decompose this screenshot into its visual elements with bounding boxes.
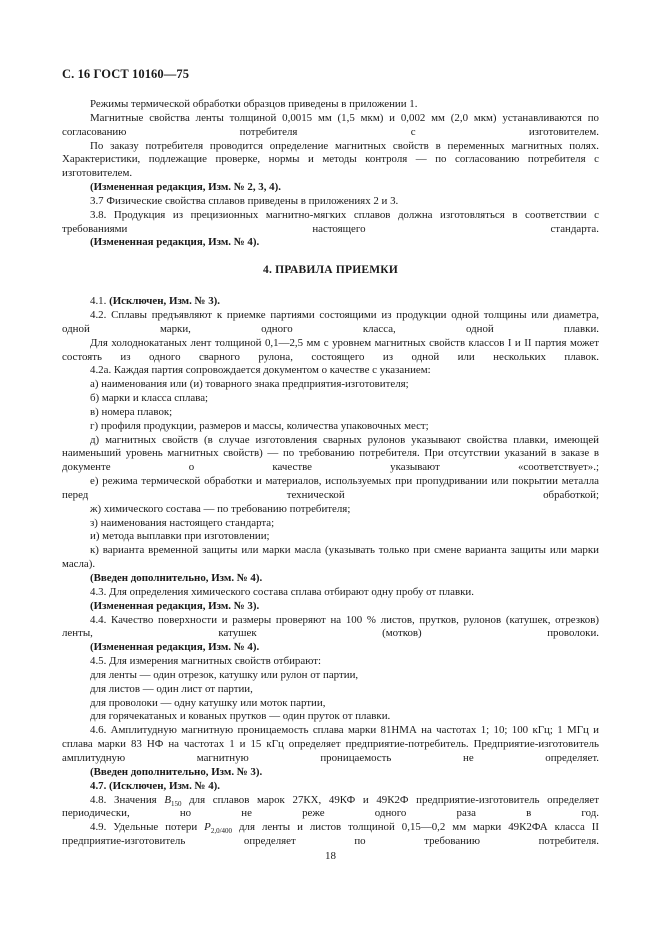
- paragraph: а) наименования или (и) товарного знака предприятия-изготовителя;: [90, 378, 409, 391]
- paragraph: 4.7. (Исключен, Изм. № 4).: [90, 779, 220, 792]
- paragraph: (Измененная редакция, Изм. № 2, 3, 4).: [90, 181, 281, 194]
- top-paragraphs: [62, 98, 599, 250]
- page-header: С. 16 ГОСТ 10160—75: [62, 67, 190, 81]
- paragraph: для ленты — один отрезок, катушку или рулон от партии,: [90, 668, 359, 681]
- section-heading: 4. ПРАВИЛА ПРИЕМКИ: [263, 264, 398, 277]
- paragraph-4-9: [62, 821, 599, 849]
- symbol-p: P: [204, 821, 211, 834]
- paragraph: (Измененная редакция, Изм. № 4).: [90, 641, 260, 654]
- symbol-b: B: [164, 793, 171, 806]
- paragraph: 4.5. Для измерения магнитных свойств отбирают:: [90, 655, 321, 668]
- mid-paragraphs: [62, 309, 599, 794]
- paragraph: и) метода выплавки при изготовлении;: [90, 530, 270, 543]
- paragraph: (Измененная редакция, Изм. № 3).: [90, 599, 260, 612]
- text-run: 4.8. Значения: [90, 793, 165, 806]
- paragraph: для проволоки — одну катушку или моток партии,: [90, 696, 326, 709]
- paragraph: в) номера плавок;: [90, 405, 173, 418]
- paragraph: для листов — один лист от партии,: [90, 682, 253, 695]
- paragraph: д) магнитных свойств (в случае изготовления сварных рулонов указывают свойства плавки, имеющей наименьший уровень магнитных свойств) — по требованию потребителя. При отсутствии указаний в заказе в документе о качестве указывают «соответствует».;: [62, 433, 599, 474]
- paragraph-number: 4.1.: [90, 295, 110, 308]
- subscript: 150: [170, 799, 182, 808]
- paragraph: 4.6. Амплитудную магнитную проницаемость сплава марки 81НМА на частотах 1; 10; 100 кГц; 1 МГц и сплава марки 83 НФ на частотах 1 и 15 кГц определяет предприятие-потребитель. Предприятие-изготовитель амплитудную магнитную проницаемость не определяет.: [62, 724, 599, 764]
- paragraph: (Измененная редакция, Изм. № 4).: [90, 236, 260, 249]
- text-run: для сплавов марок 27КХ, 49КФ и 49К2Ф предприятие-изготовитель определяет периодически, но не реже одного раза в год.: [62, 793, 599, 820]
- paragraph: (Введен дополнительно, Изм. № 3).: [90, 765, 263, 778]
- paragraph: б) марки и класса сплава;: [90, 392, 209, 405]
- paragraph-4-8: [62, 794, 599, 822]
- page-number: 18: [325, 850, 336, 862]
- paragraph: 4.3. Для определения химического состава сплава отбирают одну пробу от плавки.: [90, 585, 474, 598]
- subscript: 2,0/400: [210, 827, 233, 836]
- paragraph: 4.2. Сплавы предъявляют к приемке партиями состоящими из продукции одной толщины или диаметра, одной марки, одного класса, одной плавки.: [62, 308, 599, 335]
- paragraph: з) наименования настоящего стандарта;: [90, 516, 275, 529]
- text-run: для ленты и листов толщиной 0,15—0,2 мм марки 49К2ФА класса II предприятие-изготовитель определяет по требованию потребителя.: [62, 821, 599, 848]
- paragraph: г) профиля продукции, размеров и массы, количества упаковочных мест;: [90, 419, 429, 432]
- paragraph: 3.8. Продукция из прецизионных магнитно-мягких сплавов должна изготовляться в соответствии с требованиями настоящего стандарта.: [62, 208, 599, 235]
- paragraph: е) режима термической обработки и материалов, используемых при пропудривании или покрытии металла перед технической обработкой;: [62, 475, 599, 501]
- paragraph: для горячекатаных и кованых прутков — один пруток от плавки.: [90, 710, 391, 723]
- text-run: 4.9. Удельные потери: [90, 821, 205, 834]
- paragraph: 4.2а. Каждая партия сопровождается документом о качестве с указанием:: [90, 364, 431, 377]
- paragraph: Магнитные свойства ленты толщиной 0,0015 мм (1,5 мкм) и 0,002 мм (2,0 мкм) устанавливаются по согласованию потребителя с изготовителем.: [62, 111, 599, 138]
- paragraph: Режимы термической обработки образцов приведены в приложении 1.: [90, 98, 418, 110]
- paragraph: 3.7 Физические свойства сплавов приведены в приложениях 2 и 3.: [90, 194, 399, 207]
- paragraph: По заказу потребителя проводится определение магнитных свойств в переменных магнитных полях. Характеристики, подлежащие проверке, нормы и методы контроля — по согласованию потребителя с изготовителем.: [62, 139, 599, 180]
- paragraph: (Введен дополнительно, Изм. № 4).: [90, 572, 263, 584]
- document-body: [62, 98, 599, 849]
- paragraph: ж) химического состава — по требованию потребителя;: [90, 502, 351, 515]
- paragraph: Для холоднокатаных лент толщиной 0,1—2,5 мм с уровнем магнитных свойств классов I и II партия может состоять из одного сварного рулона, состоящего из одной или нескольких плавок.: [62, 336, 599, 363]
- paragraph: к) варианта временной защиты или марки масла (указывать только при смене варианта защиты или марки масла).: [62, 544, 599, 571]
- paragraph: 4.4. Качество поверхности и размеры проверяют на 100 % листов, прутков, рулонов (катушек, отрезков) ленты, катушек (мотков) проволоки.: [62, 613, 599, 640]
- paragraph-4-1: [62, 295, 599, 309]
- paragraph-bold-note: (Исключен, Изм. № 3).: [109, 295, 220, 308]
